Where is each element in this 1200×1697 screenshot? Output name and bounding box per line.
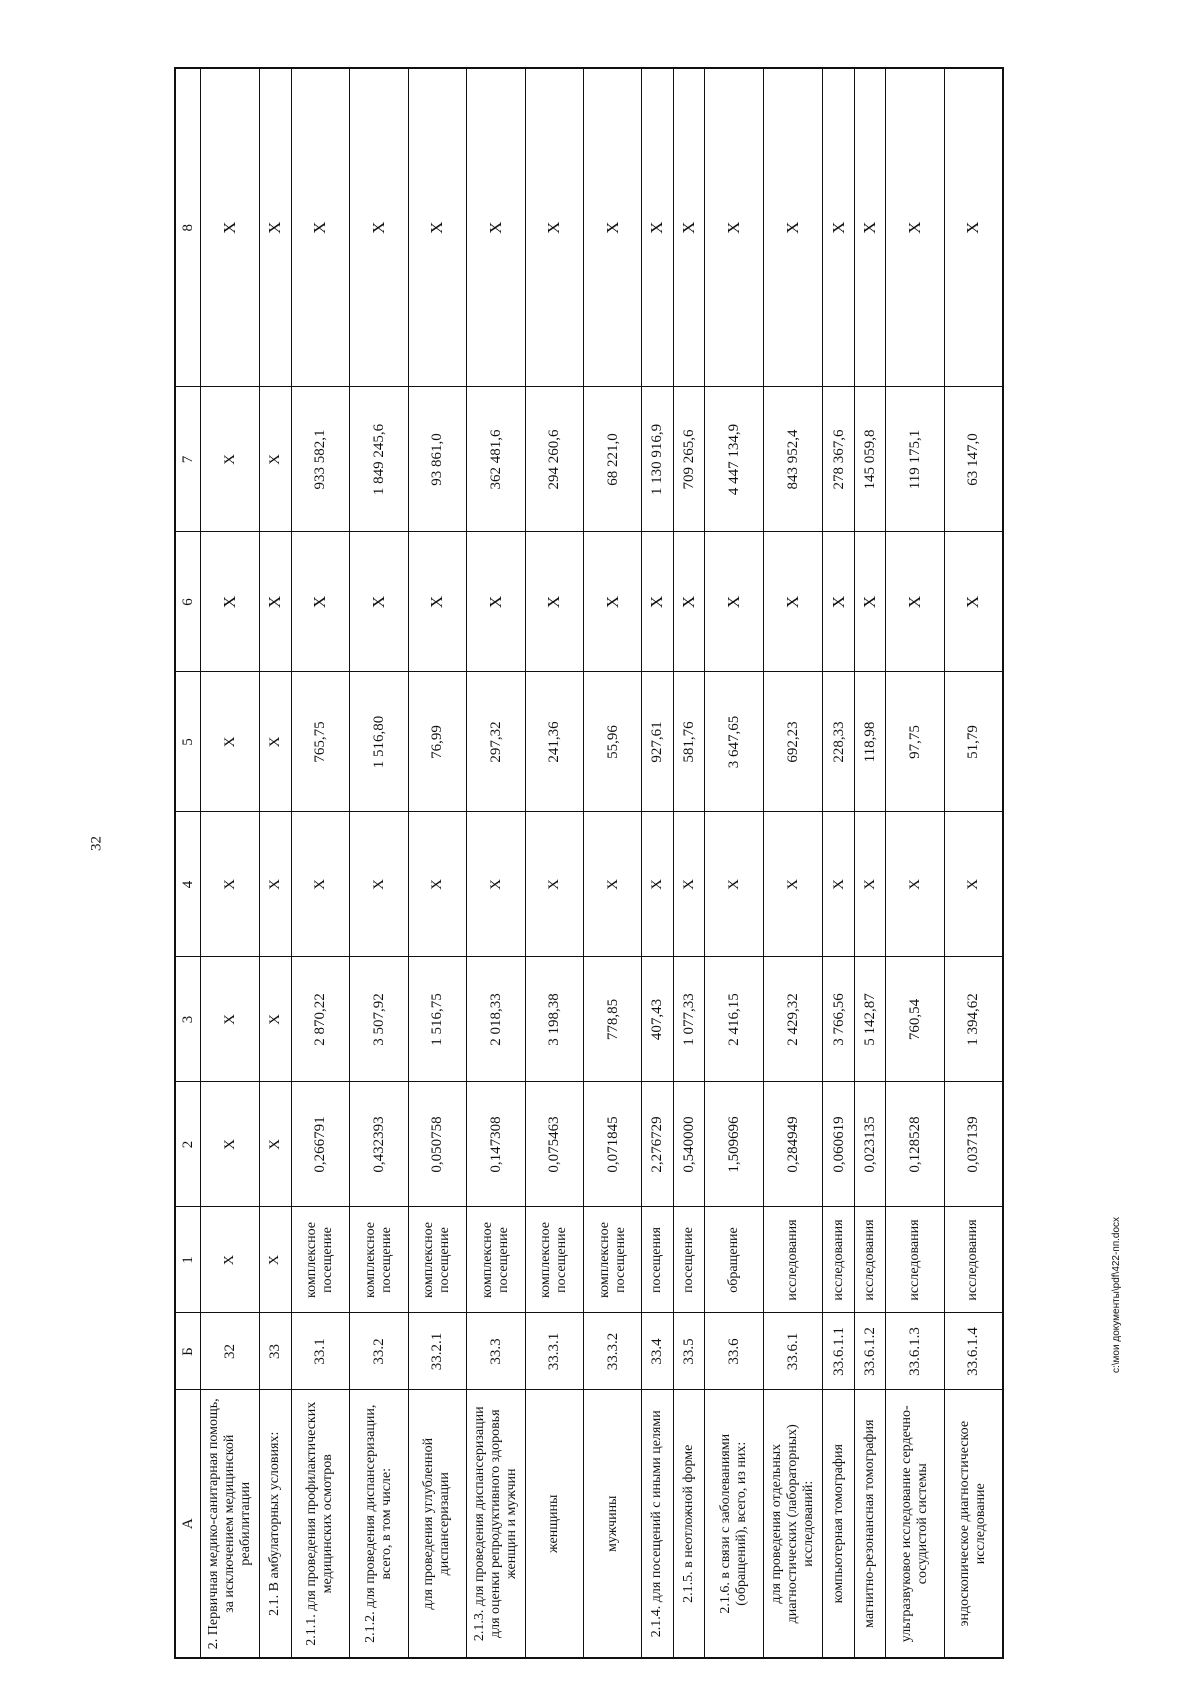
- row-code-cell: 33.6.1.3: [886, 1313, 944, 1390]
- value-cell: 778,85: [583, 957, 641, 1082]
- value-cell: X: [886, 812, 944, 957]
- unit-cell: исследования: [823, 1207, 855, 1313]
- value-cell: X: [673, 68, 705, 387]
- value-cell: X: [260, 387, 292, 532]
- value-cell: X: [349, 532, 408, 672]
- value-cell: 765,75: [291, 672, 349, 812]
- row-label-cell: мужчины: [583, 1390, 641, 1658]
- value-cell: X: [854, 68, 886, 387]
- value-cell: X: [408, 812, 466, 957]
- table-row: [823, 68, 855, 1658]
- value-cell: 76,99: [408, 672, 466, 812]
- table-row: [886, 68, 944, 1658]
- column-header: 7: [175, 387, 201, 532]
- unit-cell: исследования: [886, 1207, 944, 1313]
- value-cell: 0,037139: [944, 1082, 1003, 1207]
- value-cell: X: [291, 68, 349, 387]
- column-header: 2: [175, 1082, 201, 1207]
- row-code-cell: 32: [201, 1313, 260, 1390]
- row-label-cell: для проведения углубленной диспансеризации: [408, 1390, 466, 1658]
- value-cell: X: [705, 532, 764, 672]
- row-label-cell: 2.1.6. в связи с заболеваниями (обращений), всего, из них:: [705, 1390, 764, 1658]
- table-row: [260, 68, 292, 1658]
- row-code-cell: 33.2.1: [408, 1313, 466, 1390]
- row-code-cell: 33.3.1: [525, 1313, 583, 1390]
- value-cell: 362 481,6: [466, 387, 525, 532]
- table-row: [854, 68, 886, 1658]
- unit-cell: посещения: [642, 1207, 674, 1313]
- value-cell: 118,98: [854, 672, 886, 812]
- row-label-cell: 2. Первичная медико-санитарная помощь, за исключением медицинской реабилитации: [201, 1390, 260, 1658]
- table-row: [764, 68, 823, 1658]
- value-cell: 927,61: [642, 672, 674, 812]
- value-cell: X: [349, 68, 408, 387]
- row-label-cell: ультразвуковое исследование сердечно-сосудистой системы: [886, 1390, 944, 1658]
- value-cell: 63 147,0: [944, 387, 1003, 532]
- table-body: [201, 68, 1004, 1658]
- unit-cell: комплексное посещение: [525, 1207, 583, 1313]
- value-cell: 2 018,33: [466, 957, 525, 1082]
- value-cell: X: [673, 812, 705, 957]
- value-cell: 2 416,15: [705, 957, 764, 1082]
- row-code-cell: 33: [260, 1313, 292, 1390]
- value-cell: X: [291, 812, 349, 957]
- value-cell: X: [466, 68, 525, 387]
- column-header: 5: [175, 672, 201, 812]
- row-code-cell: 33.6: [705, 1313, 764, 1390]
- unit-cell: X: [201, 1207, 260, 1313]
- value-cell: X: [260, 532, 292, 672]
- value-cell: 51,79: [944, 672, 1003, 812]
- value-cell: 3 198,38: [525, 957, 583, 1082]
- row-label-cell: 2.1.3. для проведения диспансеризации для оценки репродуктивного здоровья женщин и мужчин: [466, 1390, 525, 1658]
- value-cell: X: [201, 672, 260, 812]
- value-cell: X: [886, 532, 944, 672]
- value-cell: 1 130 916,9: [642, 387, 674, 532]
- value-cell: 2,276729: [642, 1082, 674, 1207]
- column-header: А: [175, 1390, 201, 1658]
- value-cell: 1 077,33: [673, 957, 705, 1082]
- header-row: [175, 68, 201, 1658]
- value-cell: 0,075463: [525, 1082, 583, 1207]
- row-code-cell: 33.3: [466, 1313, 525, 1390]
- value-cell: 294 260,6: [525, 387, 583, 532]
- value-cell: X: [764, 812, 823, 957]
- unit-cell: исследования: [764, 1207, 823, 1313]
- value-cell: X: [642, 812, 674, 957]
- value-cell: X: [201, 387, 260, 532]
- value-cell: 241,36: [525, 672, 583, 812]
- unit-cell: комплексное посещение: [349, 1207, 408, 1313]
- unit-cell: комплексное посещение: [583, 1207, 641, 1313]
- value-cell: 278 367,6: [823, 387, 855, 532]
- row-label-cell: женщины: [525, 1390, 583, 1658]
- row-code-cell: 33.4: [642, 1313, 674, 1390]
- value-cell: X: [201, 957, 260, 1082]
- value-cell: X: [525, 68, 583, 387]
- value-cell: X: [944, 812, 1003, 957]
- table-row: [466, 68, 525, 1658]
- table-row: [349, 68, 408, 1658]
- row-code-cell: 33.6.1.2: [854, 1313, 886, 1390]
- row-label-cell: эндоскопическое диагностическое исследование: [944, 1390, 1003, 1658]
- value-cell: 4 447 134,9: [705, 387, 764, 532]
- value-cell: X: [944, 68, 1003, 387]
- value-cell: 933 582,1: [291, 387, 349, 532]
- row-code-cell: 33.6.1: [764, 1313, 823, 1390]
- value-cell: 1 516,75: [408, 957, 466, 1082]
- value-cell: X: [705, 68, 764, 387]
- value-cell: X: [764, 68, 823, 387]
- value-cell: 3 766,56: [823, 957, 855, 1082]
- row-code-cell: 33.5: [673, 1313, 705, 1390]
- column-header: 3: [175, 957, 201, 1082]
- value-cell: X: [201, 812, 260, 957]
- table-row: [705, 68, 764, 1658]
- unit-cell: посещение: [673, 1207, 705, 1313]
- column-header: Б: [175, 1313, 201, 1390]
- value-cell: X: [525, 812, 583, 957]
- value-cell: 0,284949: [764, 1082, 823, 1207]
- table-row: [291, 68, 349, 1658]
- row-label-cell: компьютерная томография: [823, 1390, 855, 1658]
- value-cell: 97,75: [886, 672, 944, 812]
- value-cell: X: [642, 532, 674, 672]
- value-cell: 0,540000: [673, 1082, 705, 1207]
- value-cell: 0,128528: [886, 1082, 944, 1207]
- value-cell: 0,147308: [466, 1082, 525, 1207]
- value-cell: X: [466, 812, 525, 957]
- table-row: [673, 68, 705, 1658]
- unit-cell: исследования: [944, 1207, 1003, 1313]
- unit-cell: исследования: [854, 1207, 886, 1313]
- value-cell: X: [260, 812, 292, 957]
- value-cell: X: [260, 957, 292, 1082]
- row-label-cell: 2.1. В амбулаторных условиях:: [260, 1390, 292, 1658]
- unit-cell: комплексное посещение: [408, 1207, 466, 1313]
- value-cell: X: [705, 812, 764, 957]
- column-header: 1: [175, 1207, 201, 1313]
- value-cell: X: [642, 68, 674, 387]
- value-cell: 0,050758: [408, 1082, 466, 1207]
- row-label-cell: 2.1.4. для посещений с иными целями: [642, 1390, 674, 1658]
- table-row: [583, 68, 641, 1658]
- data-table: [174, 67, 1004, 1659]
- row-code-cell: 33.1: [291, 1313, 349, 1390]
- value-cell: 55,96: [583, 672, 641, 812]
- table-row: [201, 68, 260, 1658]
- value-cell: 1 394,62: [944, 957, 1003, 1082]
- row-code-cell: 33.6.1.1: [823, 1313, 855, 1390]
- value-cell: 2 870,22: [291, 957, 349, 1082]
- value-cell: X: [466, 532, 525, 672]
- value-cell: 297,32: [466, 672, 525, 812]
- unit-cell: обращение: [705, 1207, 764, 1313]
- value-cell: X: [764, 532, 823, 672]
- value-cell: X: [673, 532, 705, 672]
- unit-cell: X: [260, 1207, 292, 1313]
- value-cell: X: [408, 532, 466, 672]
- value-cell: 581,76: [673, 672, 705, 812]
- value-cell: X: [823, 68, 855, 387]
- row-label-cell: 2.1.2. для проведения диспансеризации, всего, в том числе:: [349, 1390, 408, 1658]
- value-cell: 0,432393: [349, 1082, 408, 1207]
- value-cell: X: [260, 1082, 292, 1207]
- value-cell: 760,54: [886, 957, 944, 1082]
- value-cell: X: [583, 812, 641, 957]
- value-cell: 93 861,0: [408, 387, 466, 532]
- value-cell: 3 647,65: [705, 672, 764, 812]
- value-cell: X: [260, 68, 292, 387]
- value-cell: 709 265,6: [673, 387, 705, 532]
- unit-cell: комплексное посещение: [466, 1207, 525, 1313]
- value-cell: X: [886, 68, 944, 387]
- value-cell: X: [349, 812, 408, 957]
- unit-cell: комплексное посещение: [291, 1207, 349, 1313]
- row-code-cell: 33.6.1.4: [944, 1313, 1003, 1390]
- value-cell: X: [201, 68, 260, 387]
- value-cell: 145 059,8: [854, 387, 886, 532]
- value-cell: X: [854, 812, 886, 957]
- footer-file-path: c:\мои документы\pdf\422-пп.docx: [1111, 1216, 1122, 1373]
- value-cell: X: [944, 532, 1003, 672]
- value-cell: X: [201, 532, 260, 672]
- value-cell: 1 516,80: [349, 672, 408, 812]
- value-cell: X: [525, 532, 583, 672]
- value-cell: 1 849 245,6: [349, 387, 408, 532]
- value-cell: X: [260, 672, 292, 812]
- row-code-cell: 33.2: [349, 1313, 408, 1390]
- value-cell: 0,060619: [823, 1082, 855, 1207]
- row-code-cell: 33.3.2: [583, 1313, 641, 1390]
- row-label-cell: для проведения отдельных диагностических (лабораторных) исследований:: [764, 1390, 823, 1658]
- value-cell: 5 142,87: [854, 957, 886, 1082]
- table-row: [944, 68, 1003, 1658]
- table-row: [408, 68, 466, 1658]
- row-label-cell: 2.1.1. для проведения профилактических медицинских осмотров: [291, 1390, 349, 1658]
- value-cell: 0,023135: [854, 1082, 886, 1207]
- value-cell: X: [201, 1082, 260, 1207]
- row-label-cell: магнитно-резонансная томография: [854, 1390, 886, 1658]
- table-container: [174, 69, 1004, 1659]
- value-cell: X: [854, 532, 886, 672]
- row-label-cell: 2.1.5. в неотложной форме: [673, 1390, 705, 1658]
- value-cell: X: [823, 812, 855, 957]
- value-cell: 843 952,4: [764, 387, 823, 532]
- value-cell: X: [583, 532, 641, 672]
- value-cell: 0,071845: [583, 1082, 641, 1207]
- value-cell: 0,266791: [291, 1082, 349, 1207]
- value-cell: 2 429,32: [764, 957, 823, 1082]
- value-cell: X: [408, 68, 466, 387]
- value-cell: 1,509696: [705, 1082, 764, 1207]
- value-cell: X: [823, 532, 855, 672]
- value-cell: X: [291, 532, 349, 672]
- value-cell: 692,23: [764, 672, 823, 812]
- column-header: 4: [175, 812, 201, 957]
- page-number: 32: [88, 836, 105, 851]
- table-row: [525, 68, 583, 1658]
- value-cell: 3 507,92: [349, 957, 408, 1082]
- value-cell: 228,33: [823, 672, 855, 812]
- value-cell: 68 221,0: [583, 387, 641, 532]
- value-cell: 407,43: [642, 957, 674, 1082]
- table-row: [642, 68, 674, 1658]
- value-cell: 119 175,1: [886, 387, 944, 532]
- column-header: 8: [175, 68, 201, 387]
- column-header: 6: [175, 532, 201, 672]
- value-cell: X: [583, 68, 641, 387]
